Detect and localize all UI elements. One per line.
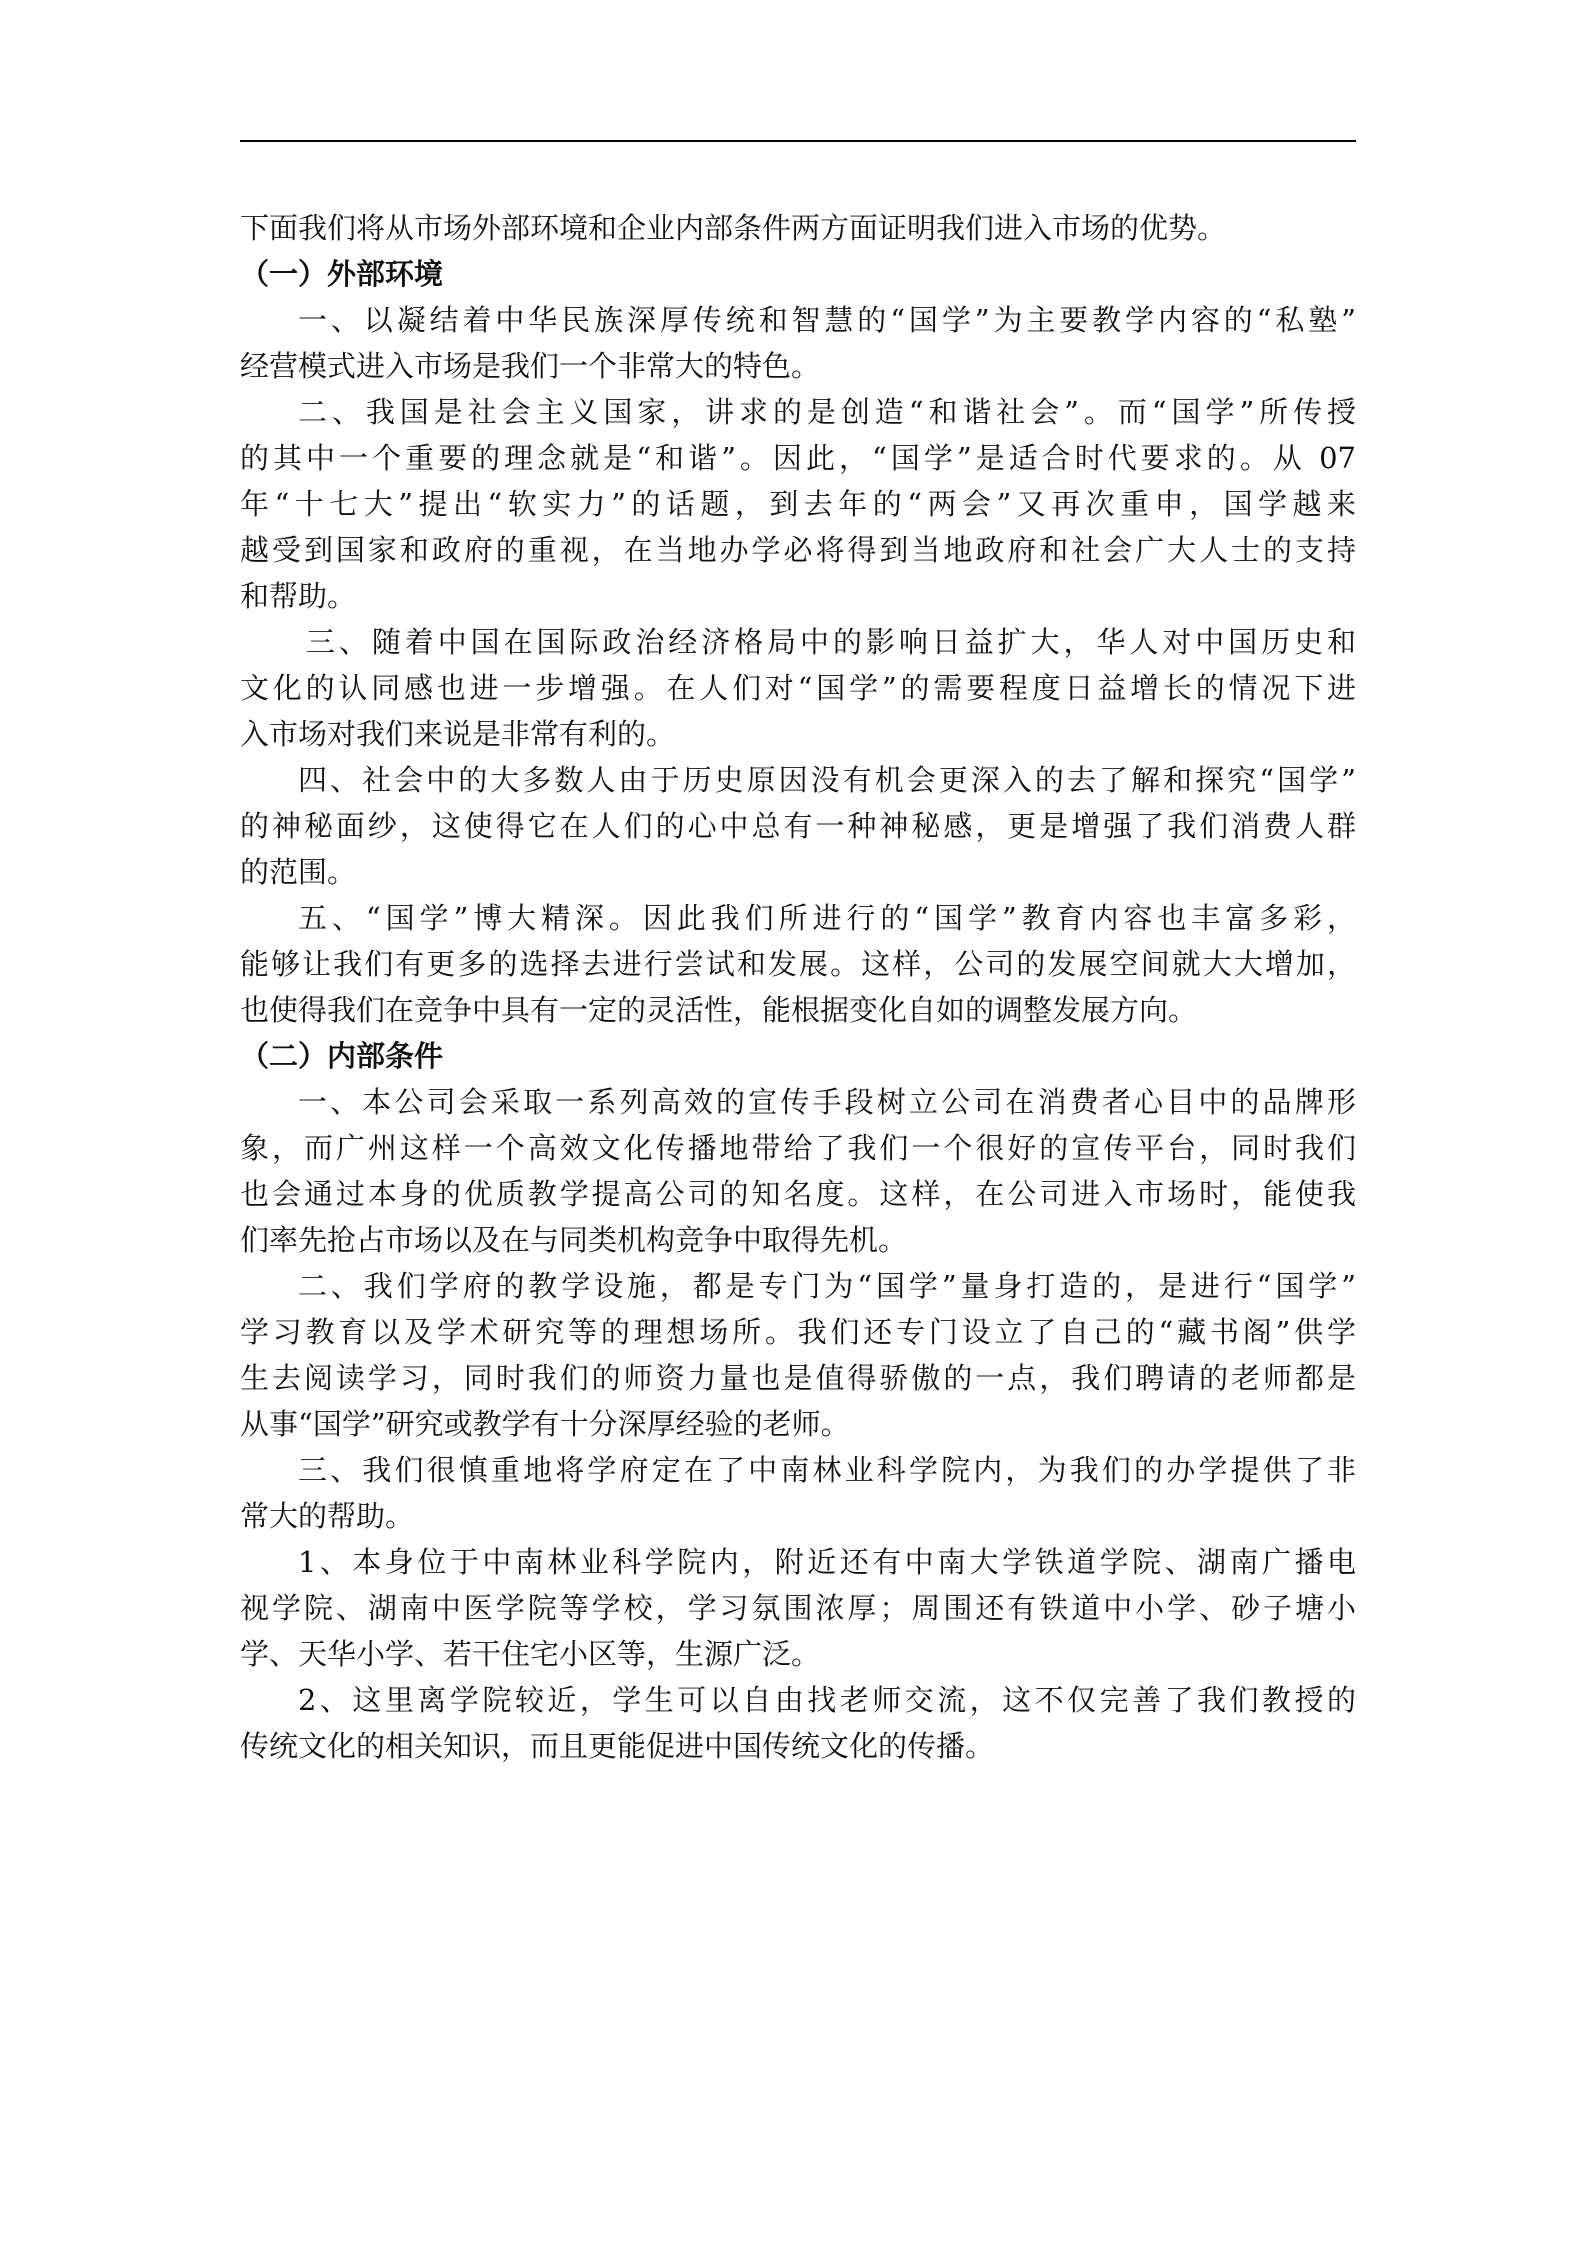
paragraph-line: 能够让我们有更多的选择去进行尝试和发展。这样，公司的发展空间就大大增加， bbox=[240, 947, 1356, 981]
paragraph-line: 的其中一个重要的理念就是“和谐”。因此，“国学”是适合时代要求的。从 07 bbox=[240, 441, 1356, 475]
paragraph-line: 生去阅读学习，同时我们的师资力量也是值得骄傲的一点，我们聘请的老师都是 bbox=[240, 1361, 1356, 1395]
paragraph-line: 常大的帮助。 bbox=[240, 1499, 415, 1533]
paragraph-line: 二、我国是社会主义国家，讲求的是创造“和谐社会”。而“国学”所传授 bbox=[298, 395, 1356, 429]
section-heading-internal: （二）内部条件 bbox=[240, 1039, 444, 1073]
paragraph-line: 的神秘面纱，这使得它在人们的心中总有一种神秘感，更是增强了我们消费人群 bbox=[240, 809, 1356, 843]
paragraph-line: 传统文化的相关知识，而且更能促进中国传统文化的传播。 bbox=[240, 1729, 995, 1763]
paragraph-line: 三、我们很慎重地将学府定在了中南林业科学院内，为我们的办学提供了非 bbox=[298, 1453, 1356, 1487]
paragraph-line: 2、这里离学院较近，学生可以自由找老师交流，这不仅完善了我们教授的 bbox=[298, 1683, 1356, 1717]
paragraph-external-4 bbox=[240, 757, 1356, 895]
paragraph-line: 也使得我们在竞争中具有一定的灵活性，能根据变化自如的调整发展方向。 bbox=[240, 993, 1198, 1027]
paragraph-line: 学、天华小学、若干住宅小区等，生源广泛。 bbox=[240, 1637, 821, 1671]
paragraph-internal-2 bbox=[240, 1263, 1356, 1447]
paragraph-line: 入市场对我们来说是非常有利的。 bbox=[240, 717, 676, 751]
paragraph-line: 越受到国家和政府的重视，在当地办学必将得到当地政府和社会广大人士的支持 bbox=[240, 533, 1356, 567]
paragraph-external-2 bbox=[240, 389, 1356, 619]
paragraph-line: 象，而广州这样一个高效文化传播地带给了我们一个很好的宣传平台，同时我们 bbox=[240, 1131, 1356, 1165]
paragraph-line: 视学院、湖南中医学院等学校，学习氛围浓厚；周围还有铁道中小学、砂子塘小 bbox=[240, 1591, 1356, 1625]
paragraph-internal-3-2 bbox=[240, 1677, 1356, 1769]
paragraph-line: 也会通过本身的优质教学提高公司的知名度。这样，在公司进入市场时，能使我 bbox=[240, 1177, 1356, 1211]
paragraph-line: 文化的认同感也进一步增强。在人们对“国学”的需要程度日益增长的情况下进 bbox=[240, 671, 1356, 705]
paragraph-line: 三、随着中国在国际政治经济格局中的影响日益扩大，华人对中国历史和 bbox=[306, 625, 1356, 659]
paragraph-line: 学习教育以及学术研究等的理想场所。我们还专门设立了自己的“藏书阁”供学 bbox=[240, 1315, 1356, 1349]
paragraph-internal-3-1 bbox=[240, 1539, 1356, 1677]
paragraph-line: 们率先抢占市场以及在与同类机构竞争中取得先机。 bbox=[240, 1223, 908, 1257]
paragraph-external-3 bbox=[240, 619, 1356, 757]
paragraph-line: 四、社会中的大多数人由于历史原因没有机会更深入的去了解和探究“国学” bbox=[298, 763, 1356, 797]
paragraph-external-1 bbox=[240, 297, 1356, 389]
intro-text: 下面我们将从市场外部环境和企业内部条件两方面证明我们进入市场的优势。 bbox=[240, 211, 1227, 245]
paragraph-line: 1、本身位于中南林业科学院内，附近还有中南大学铁道学院、湖南广播电 bbox=[298, 1545, 1356, 1579]
paragraph-line: 二、我们学府的教学设施，都是专门为“国学”量身打造的，是进行“国学” bbox=[298, 1269, 1356, 1303]
paragraph-line: 和帮助。 bbox=[240, 579, 357, 613]
section-heading-external: （一）外部环境 bbox=[240, 257, 444, 291]
header-rule bbox=[240, 140, 1356, 142]
document-body bbox=[240, 205, 1356, 1769]
paragraph-external-5 bbox=[240, 895, 1356, 1033]
paragraph-line: 经营模式进入市场是我们一个非常大的特色。 bbox=[240, 349, 821, 383]
paragraph-internal-3 bbox=[240, 1447, 1356, 1539]
paragraph-line: 五、“国学”博大精深。因此我们所进行的“国学”教育内容也丰富多彩， bbox=[298, 901, 1356, 935]
paragraph-line: 年“十七大”提出“软实力”的话题，到去年的“两会”又再次重申，国学越来 bbox=[240, 487, 1356, 521]
paragraph-line: 从事“国学”研究或教学有十分深厚经验的老师。 bbox=[240, 1407, 850, 1441]
paragraph-line: 一、本公司会采取一系列高效的宣传手段树立公司在消费者心目中的品牌形 bbox=[298, 1085, 1356, 1119]
paragraph-line: 的范围。 bbox=[240, 855, 357, 889]
paragraph-line: 一、以凝结着中华民族深厚传统和智慧的“国学”为主要教学内容的“私塾” bbox=[298, 303, 1356, 337]
paragraph-internal-1 bbox=[240, 1079, 1356, 1263]
